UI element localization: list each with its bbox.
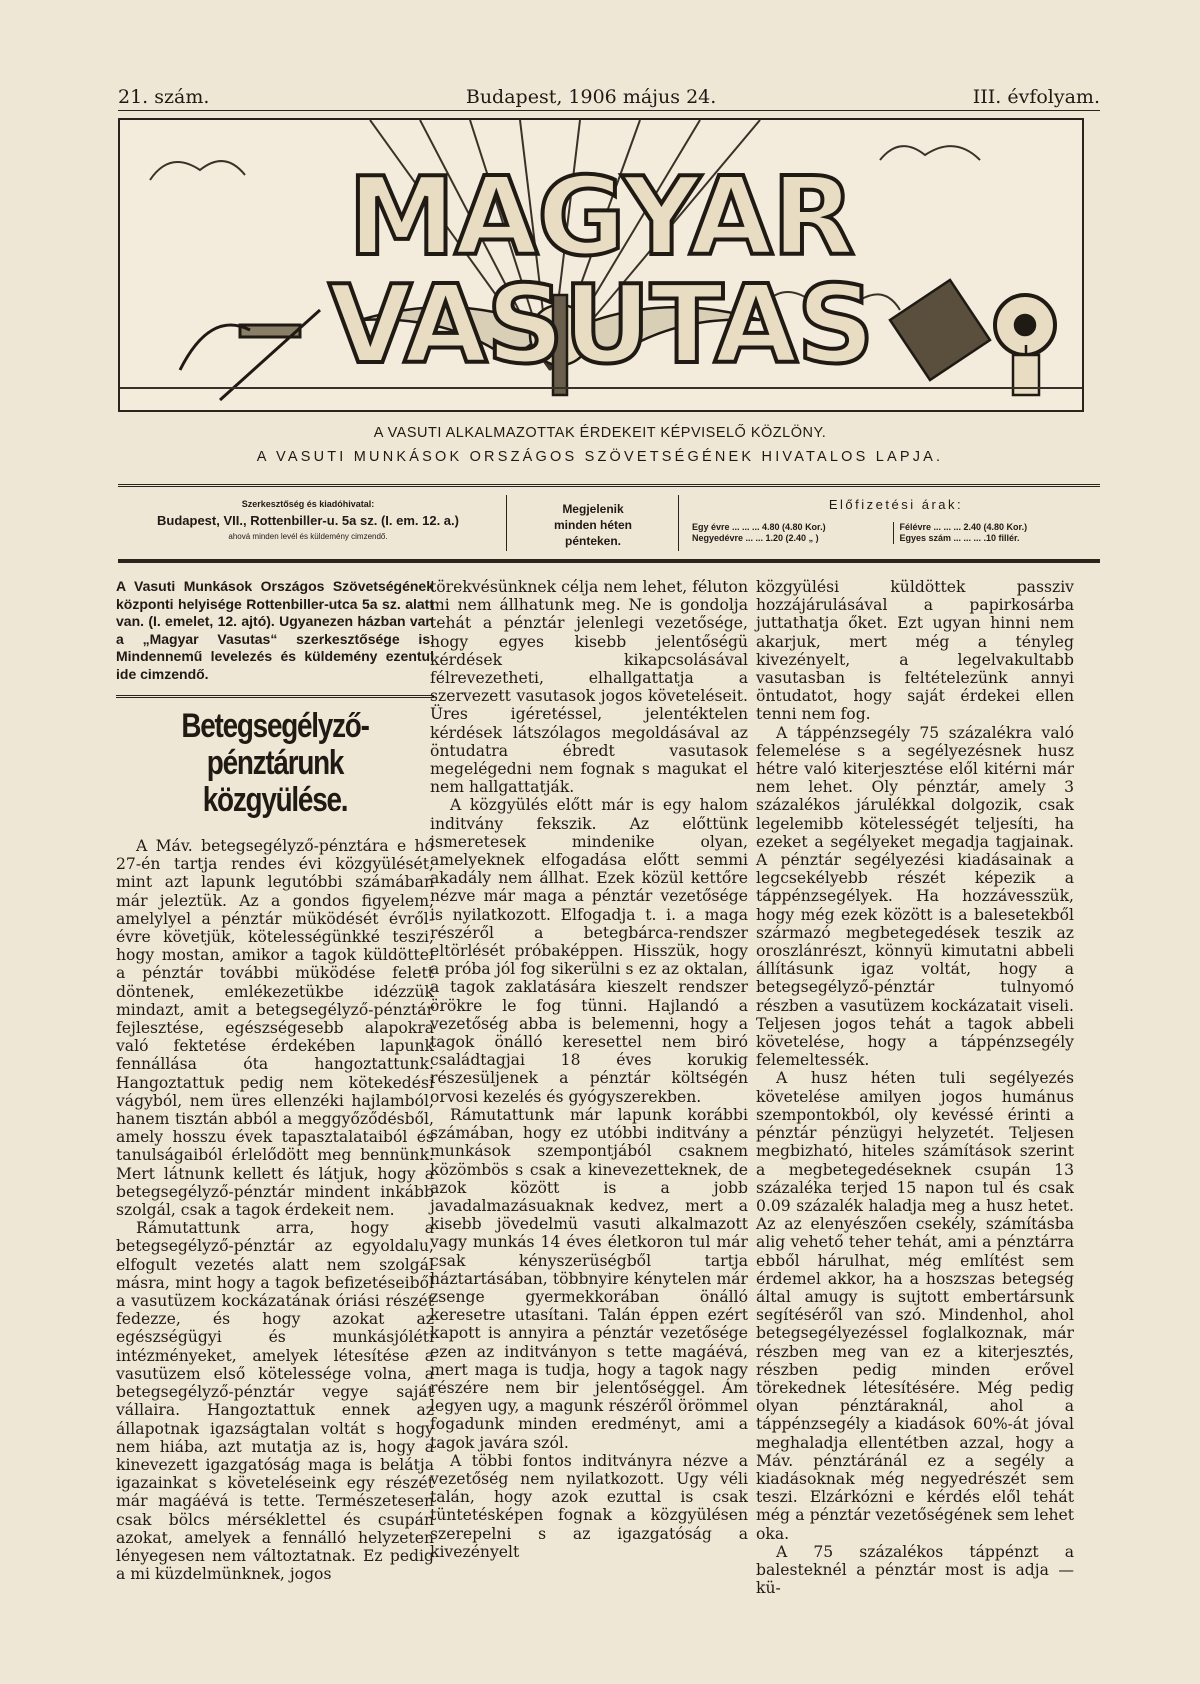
paragraph: A közgyülés előtt már is egy halom inditvány fekszik. Az előttünk ismeretesek mindenike olyan, amelyeknek elfogadása előtt semmi akadály nem állhat. Ezek közül kettőre nézve már maga a pénztár vezetősége is nyilatkozott. Elfogadja t. i. a maga részéről a betegbárca-rendszer eltörlését próbaképpen. Hisszük, hogy a próba jól fog sikerülni s ez az oktalan, a tagok zaklatására kieszelt rendszer örökre le fog tünni. Hajlandó a vezetőség abba is belemenni, hogy a tagok önálló keresettel nem biró családtagjai 18 éves korukig részesüljenek a pénztár költségén orvosi kezelés és gyógyszerekben. — [430, 796, 748, 1106]
masthead-subtitle-2: A VASUTI MUNKÁSOK ORSZÁGOS SZÖVETSÉGÉNEK HIVATALOS LAPJA. — [256, 449, 944, 465]
volume: III. évfolyam. — [972, 86, 1100, 108]
paragraph: Rámutattunk már lapunk korábbi számában, hogy ez utóbbi inditvány a munkások szempontjából csaknem közömbös s csak a kinevezetteknek, de azok között is a jobb javadalmazásuaknak kedvez, mert a kisebb jövedelmü vasuti alkalmazott vagy munkás 14 éves életkoron tul már csak kényszerüségből tartja háztartásában, többnyire kénytelen már zsenge gyermekkorában önálló keresetre utasítani. Talán éppen ezért kapott is annyira a pénztár vezetősége ezen az inditványon s tette magáévá, mert maga is tudja, hogy a tagok nagy részére nem bir jelentőséggel. Ám legyen ugy, a magunk részéről örömmel fogadunk minden eredményt, ami a tagok javára szól. — [430, 1105, 748, 1452]
paragraph: Rámutattunk arra, hogy a betegsegélyző-pénztár az egyoldalu, elfogult vezetés alatt nem szolgál másra, mint hogy a tagok befizetéseiből a vasutüzem kockázatának óriási részét fedezze, és hogy azokat az egészségügyi és munkásjóléti intézményeket, amelyek létesítése a vasutüzem első kötelessége volna, a betegsegélyző-pénztár vegye saját vállaira. Hangoztattuk ennek az állapotnak igazságtalan voltát s hogy nem hiába, azt mutatja az is, hogy a kinevezett igazgatóság maga is belátja igazainkat s követeléseink egy részét már magáévá is tette. Természetesen csak bölcs mérséklettel és csupán azokat, amelyek a fennálló helyzeten lényegesen nem változtatnak. Ez pedig a mi küzdelmünknek, jogos — [116, 1219, 434, 1584]
office-notice: A Vasuti Munkások Országos Szövetségének központi helyisége Rottenbiller-utca 5a sz. alatt van. (I. emelet, 12. ajtó). Ugyanezen házban van a „Magyar Vasutas“ szerkesztősége is. Mindennemű levelezés és küldemény ezentul ide cimzendő. — [116, 578, 434, 682]
article-title-line-2: közgyülése. — [202, 781, 348, 819]
article-title — [128, 708, 422, 819]
paragraph: A Máv. betegsegélyző-pénztára e hó 27-én tartja rendes évi közgyülését, mint azt lapunk legutóbbi számában már jeleztük. Az a gondos figyelem, amelylyel a pénztár müködését évről-évre követjük, kötelességünkké teszi, hogy mostan, amikor a tagok küldöttei a pénztár további müködése felett döntenek, emlékezetükbe idézzük mindazt, amit a betegsegélyző-pénztár fejlesztése, egészségesebb alapokra való fektetése érdekében lapunk fennállása óta hangoztattunk. Hangoztattuk pedig nem kötekedési vágyból, nem üres ellenzéki hajlamból, hanem tisztán abból a meggyőződésből, amely hosszu évek tapasztalataiból és tanulságaiból érlelődött meg bennünk. Mert látnunk kellett és látjuk, hogy a betegsegélyző-pénztár mindent inkább szolgál, csak a tagok érdekeit nem. — [116, 837, 434, 1220]
paragraph: törekvésünknek célja nem lehet, féluton mi nem állhatunk meg. Ne is gondolja tehát a pénztár jelenlegi vezetősége, hogy egyes kisebb jelentőségü kérdések kikapcsolásával félrevezetheti, elhallgattatja a szervezett vasutasok jogos követeléseit. Üres igéretéssel, jelentéktelen kérdések látszólagos megoldásával az öntudatra ébredt vasutasok megelégedni nem fognak s magukat el nem hallgattatják. — [430, 578, 748, 797]
publication-schedule — [516, 493, 670, 553]
appears-line-2: minden héten — [553, 518, 632, 532]
price-year: Egy évre ... ... ... 4.80 (4.80 Kor.) — [692, 522, 826, 532]
info-divider — [678, 495, 679, 551]
editorial-address: Budapest, VII., Rottenbiller-u. 5a sz. (I. em. 12. a.) — [157, 513, 459, 528]
paragraph: A többi fontos inditványra nézve a vezetőség nem nyilatkozott. Ugy véli talán, hogy azok ezuttal is csak tüntetésképen fognak a közgyülésen szerepelni s az igazgatóság a kivezényelt — [430, 1451, 748, 1561]
price-quarter: Negyedévre ... ... 1.20 (2.40 „ ) — [692, 533, 819, 543]
prices-heading: Előfizetési árak: — [828, 497, 964, 512]
paragraph: A táppénzsegély 75 százalékra való felemelése s a segélyezésnek husz hétre való kiterjesztése elől kitérni már nem lehet. Oly pénztár, amely 3 százalékos járulékkal dolgozik, csak legelemibb kötelességét teljesíti, ha ezeket a segélyeket megadja tagjainak. A pénztár segélyezési kiadásainak a legcsekélyebb részét képezik a táppénzsegélyek. Ha hozzávesszük, hogy még ezek között is a balesetekből származó megbetegedések teszik az oroszlánrészt, könnyü kimutatni abbeli állításunk igaz voltát, hogy a betegsegélyző-pénztár tulnyomó részben a vasutüzem kockázatait viseli. Teljesen jogos tehát a tagok abbeli követelése, hogy a táppénzsegély felemeltessék. — [756, 723, 1074, 1070]
appears-line-3: pénteken. — [564, 534, 621, 548]
editorial-note: ahová minden levél és küldemény cimzendő. — [228, 532, 388, 541]
price-half-year: Félévre ... ... ... 2.40 (4.80 Kor.) — [899, 522, 1028, 532]
masthead-title: MAGYAR VASUTAS — [328, 155, 874, 388]
masthead-subtitle-1: A VASUTI ALKALMAZOTTAK ÉRDEKEIT KÉPVISELŐ KÖZLÖNY. — [373, 425, 827, 441]
column-2 — [430, 578, 748, 1561]
article-title-line-1: Betegsegélyző-pénztárunk — [181, 707, 369, 782]
appears-line-1: Megjelenik — [562, 502, 624, 516]
header-rule — [118, 110, 1100, 111]
column-1 — [116, 578, 434, 1583]
price-single-issue: Egyes szám ... ... ... .10 fillér. — [899, 533, 1020, 543]
paragraph: A 75 százalékos táppénzt a balesteknél a pénztár most is adja — kü- — [756, 1542, 1074, 1598]
subscription-prices — [692, 493, 1100, 553]
place-date: Budapest, 1906 május 24. — [465, 86, 717, 108]
column-3 — [756, 578, 1074, 1597]
section-divider — [116, 695, 434, 698]
paragraph: közgyülési küldöttek passziv hozzájárulásával a papirkosárba juttathatja őket. Ezt ugyan hinni nem akarjuk, mert még a tényleg kivezényelt, a legelvakultabb vasutasban is feltételezünk annyi öntudatot, hogy saját érdekei ellen tenni nem fog. — [756, 578, 1074, 724]
header-line — [118, 86, 1100, 108]
editorial-office — [118, 493, 498, 553]
issue-number: 21. szám. — [118, 86, 210, 108]
prices-right — [893, 522, 1101, 544]
paragraph: A husz héten tuli segélyezés követelése amilyen jogos humánus szempontokból, oly kevéssé érinti a pénztár pénzügyi helyzetét. Teljesen megbizható, hiteles számítások szerint a megbetegedéseknek csupán 13 százaléka terjed 15 napon tul és csak 0.09 százalék haladja meg a husz hetet. Az az elenyészően csekély, számításba alig vehető teher tehát, ami a pénztárra ebből hárulhat, még említést sem érdemel akkor, ha a hoszszas betegség által amugy is sujtott embertársunk segítéséről van szó. Mindenhol, ahol betegsegélyezéssel foglalkoznak, már részben meg van ez a kiterjesztés, részben pedig minden erővel törekednek létesítésére. Még pedig olyan pénztáraknál, ahol a táppénzsegély a kiadások 60%-át jóval meghaladja ellentétben azzal, hogy a Máv. pénztáránál ez a segély a kiadásoknak még negyedrészét sem teszi. Elzárkózni e kérdés elől tehát még a pénztár vezetőségének sem lehet oka. — [756, 1069, 1074, 1543]
editorial-heading: Szerkesztőség és kiadóhivatal: — [241, 499, 375, 509]
masthead — [118, 118, 1084, 412]
prices-left — [692, 522, 893, 544]
info-divider — [506, 495, 507, 551]
info-bar — [118, 484, 1100, 563]
